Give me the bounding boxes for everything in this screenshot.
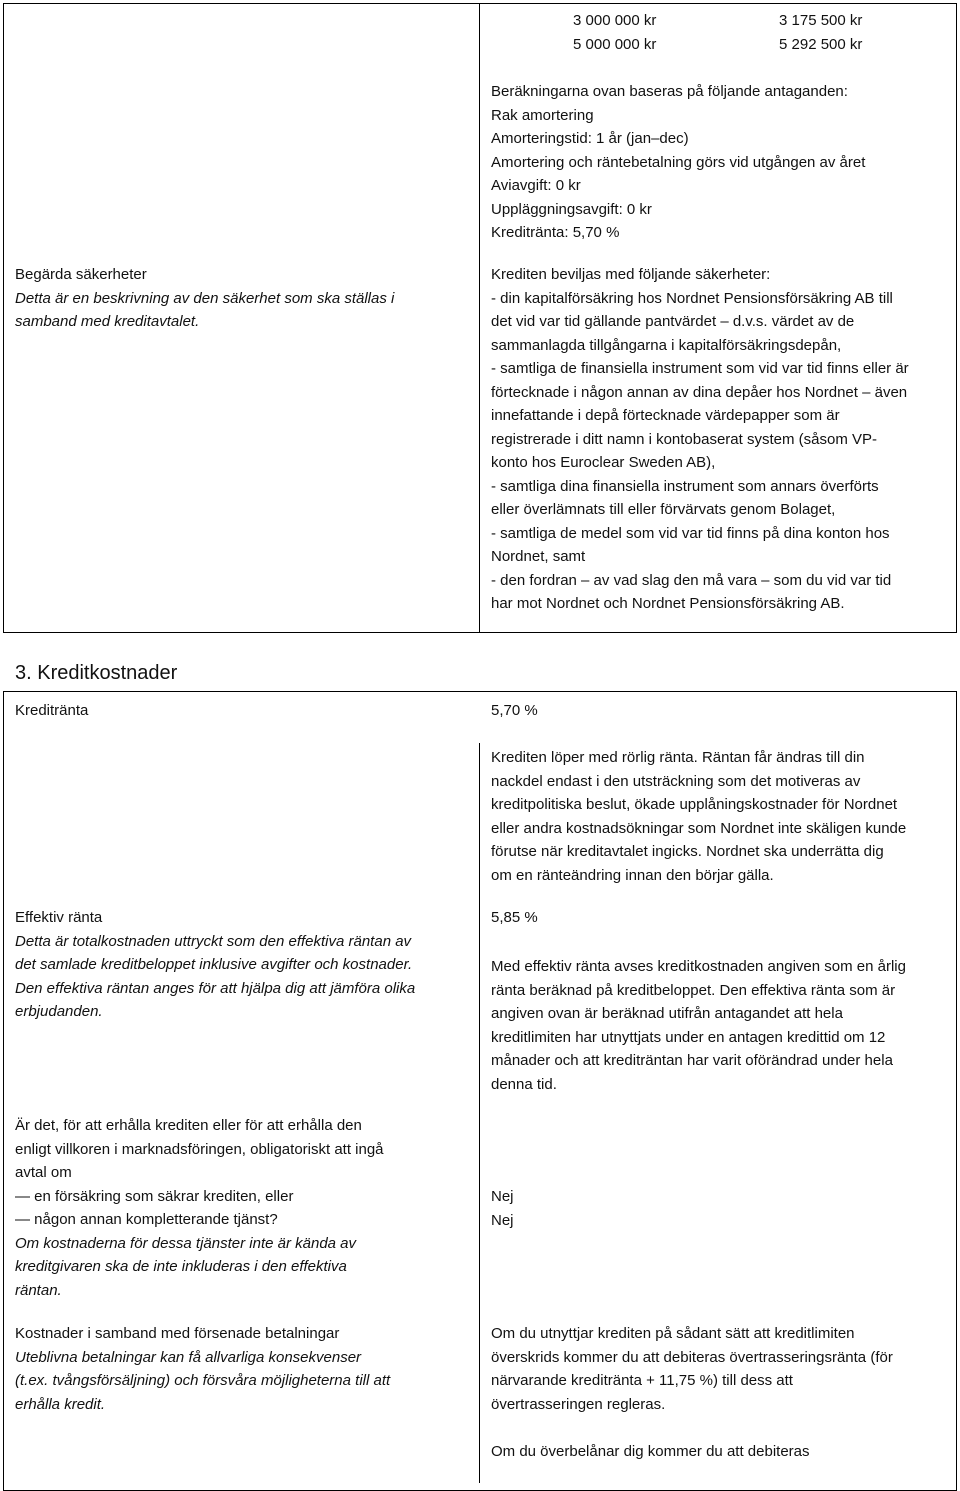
security-line: förtecknade i någon annan av dina depåer hos Nordnet – även bbox=[491, 383, 908, 401]
mandatory-note: räntan. bbox=[15, 1281, 62, 1299]
mandatory-answer-insurance: Nej bbox=[491, 1188, 514, 1205]
section-heading: 3. Kreditkostnader bbox=[15, 662, 178, 684]
effective-value: 5,85 % bbox=[491, 909, 538, 926]
late-line: överskrids kommer du att debiteras övertrasseringsränta (för bbox=[491, 1348, 893, 1366]
late-text bbox=[491, 1322, 893, 1416]
top-table-divider bbox=[479, 3, 480, 633]
mandatory-question-block bbox=[15, 1114, 384, 1302]
late-label-block bbox=[15, 1322, 390, 1416]
security-line: eller överlämnats till eller förvärvats genom Bolaget, bbox=[491, 501, 836, 518]
effective-line: Med effektiv ränta avses kreditkostnaden angiven som en årlig bbox=[491, 958, 906, 975]
amount-credit-column bbox=[573, 9, 656, 56]
assumptions-line: Amorteringstid: 1 år (jan–dec) bbox=[491, 130, 689, 147]
security-line: Krediten beviljas med följande säkerheter: bbox=[491, 266, 771, 283]
amount-credit-1: 3 000 000 kr bbox=[573, 12, 657, 29]
late-line: närvarande kreditränta + 11,75 %) till dess att bbox=[491, 1372, 793, 1389]
security-line: - samtliga de medel som vid var tid finns på dina konton hos bbox=[491, 524, 890, 542]
effective-label-block bbox=[15, 906, 415, 1024]
late-description: erhålla kredit. bbox=[15, 1395, 106, 1413]
assumptions-line: Beräkningarna ovan baseras på följande antaganden: bbox=[491, 83, 848, 100]
assumptions-line: Aviavgift: 0 kr bbox=[491, 177, 581, 194]
security-line: - samtliga de finansiella instrument som vid var tid finns eller är bbox=[491, 360, 909, 377]
effective-description: det samlade kreditbeloppet inklusive avgifter och kostnader. bbox=[15, 956, 413, 973]
interest-label: Kreditränta bbox=[15, 702, 89, 719]
effective-line: denna tid. bbox=[491, 1075, 557, 1093]
assumptions-line: Amortering och räntebetalning görs vid utgången av året bbox=[491, 153, 866, 171]
amount-credit-2: 5 000 000 kr bbox=[573, 35, 657, 53]
security-label: Begärda säkerheter bbox=[15, 266, 147, 283]
security-line: sammanlagda tillgångarna i kapitalförsäkringsdepån, bbox=[491, 336, 842, 354]
late-line: övertrasseringen regleras. bbox=[491, 1395, 666, 1413]
late-label: Kostnader i samband med försenade betalningar bbox=[15, 1325, 340, 1342]
security-line: Nordnet, samt bbox=[491, 548, 586, 565]
interest-value: 5,70 % bbox=[491, 702, 538, 719]
effective-line: kreditlimiten har utnyttjats under en antagen kredittid om 12 bbox=[491, 1028, 886, 1046]
late-line: Om du utnyttjar krediten på sådant sätt att kreditlimiten bbox=[491, 1325, 855, 1342]
mandatory-question: — någon annan kompletterande tjänst? bbox=[15, 1211, 278, 1228]
effective-description: Den effektiva räntan anges för att hjälpa dig att jämföra olika bbox=[15, 979, 416, 997]
interest-line: förutse när kreditavtalet ingicks. Nordnet ska underrätta dig bbox=[491, 843, 884, 860]
effective-line: ränta beräknad på kreditbeloppet. Den effektiva ränta som är bbox=[491, 981, 896, 999]
interest-line: nackdel endast i den utsträckning som det motiveras av bbox=[491, 772, 861, 790]
amount-total-2: 5 292 500 kr bbox=[779, 35, 863, 53]
security-text bbox=[491, 263, 909, 616]
mandatory-question: enligt villkoren i marknadsföringen, obligatoriskt att ingå bbox=[15, 1140, 384, 1158]
assumptions-line: Uppläggningsavgift: 0 kr bbox=[491, 200, 652, 218]
effective-text bbox=[491, 955, 906, 1096]
security-description: samband med kreditavtalet. bbox=[15, 313, 200, 330]
interest-line: Krediten löper med rörlig ränta. Räntan får ändras till din bbox=[491, 749, 865, 766]
late-description: (t.ex. tvångsförsäljning) och försvåra möjligheterna till att bbox=[15, 1372, 391, 1389]
assumptions-line: Rak amortering bbox=[491, 106, 594, 124]
effective-description: Detta är totalkostnaden uttryckt som den effektiva räntan av bbox=[15, 932, 412, 950]
security-line: - din kapitalförsäkring hos Nordnet Pensionsförsäkring AB till bbox=[491, 289, 893, 307]
mandatory-question: avtal om bbox=[15, 1164, 72, 1181]
security-line: har mot Nordnet och Nordnet Pensionsförsäkring AB. bbox=[491, 595, 845, 612]
mandatory-answer-service: Nej bbox=[491, 1211, 514, 1229]
interest-text bbox=[491, 746, 906, 887]
mandatory-question: — en försäkring som säkrar krediten, eller bbox=[15, 1187, 294, 1205]
amount-total-1: 3 175 500 kr bbox=[779, 12, 863, 29]
mandatory-note: Om kostnaderna för dessa tjänster inte är kända av bbox=[15, 1234, 357, 1252]
security-line: innefattande i depå förtecknade värdepapper som är bbox=[491, 407, 840, 424]
security-line: konto hos Euroclear Sweden AB), bbox=[491, 454, 716, 471]
mandatory-note: kreditgivaren ska de inte inkluderas i den effektiva bbox=[15, 1258, 347, 1275]
interest-line: om en ränteändring innan den börjar gälla. bbox=[491, 866, 774, 884]
interest-line: eller andra kostnadsökningar som Nordnet inte skäligen kunde bbox=[491, 819, 907, 837]
late-description: Uteblivna betalningar kan få allvarliga konsekvenser bbox=[15, 1348, 362, 1366]
effective-line: angiven ovan är beräknad utifrån antagandet att hela bbox=[491, 1005, 843, 1022]
security-label-block bbox=[15, 263, 394, 334]
effective-label: Effektiv ränta bbox=[15, 909, 103, 926]
security-line: - den fordran – av vad slag den må vara – som du vid var tid bbox=[491, 571, 892, 589]
security-line: det vid var tid gällande pantvärdet – d.v.s. värdet av de bbox=[491, 313, 855, 330]
costs-table-divider bbox=[479, 743, 480, 1483]
late-trailing-line: Om du överbelånar dig kommer du att debiteras bbox=[491, 1443, 810, 1460]
assumptions-text bbox=[491, 80, 865, 245]
security-line: - samtliga dina finansiella instrument som annars överförts bbox=[491, 477, 879, 495]
effective-line: månader och att krediträntan har varit oförändrad under hela bbox=[491, 1052, 893, 1069]
amount-total-column bbox=[779, 9, 862, 56]
mandatory-answers bbox=[491, 1185, 514, 1232]
security-description: Detta är en beskrivning av den säkerhet som ska ställas i bbox=[15, 289, 395, 307]
interest-line: kreditpolitiska beslut, ökade upplåningskostnader för Nordnet bbox=[491, 796, 898, 813]
effective-description: erbjudanden. bbox=[15, 1003, 103, 1020]
assumptions-line: Kreditränta: 5,70 % bbox=[491, 224, 620, 241]
security-line: registrerade i ditt namn i kontobaserat system (såsom VP- bbox=[491, 430, 877, 448]
mandatory-question: Är det, för att erhålla krediten eller för att erhålla den bbox=[15, 1117, 362, 1134]
